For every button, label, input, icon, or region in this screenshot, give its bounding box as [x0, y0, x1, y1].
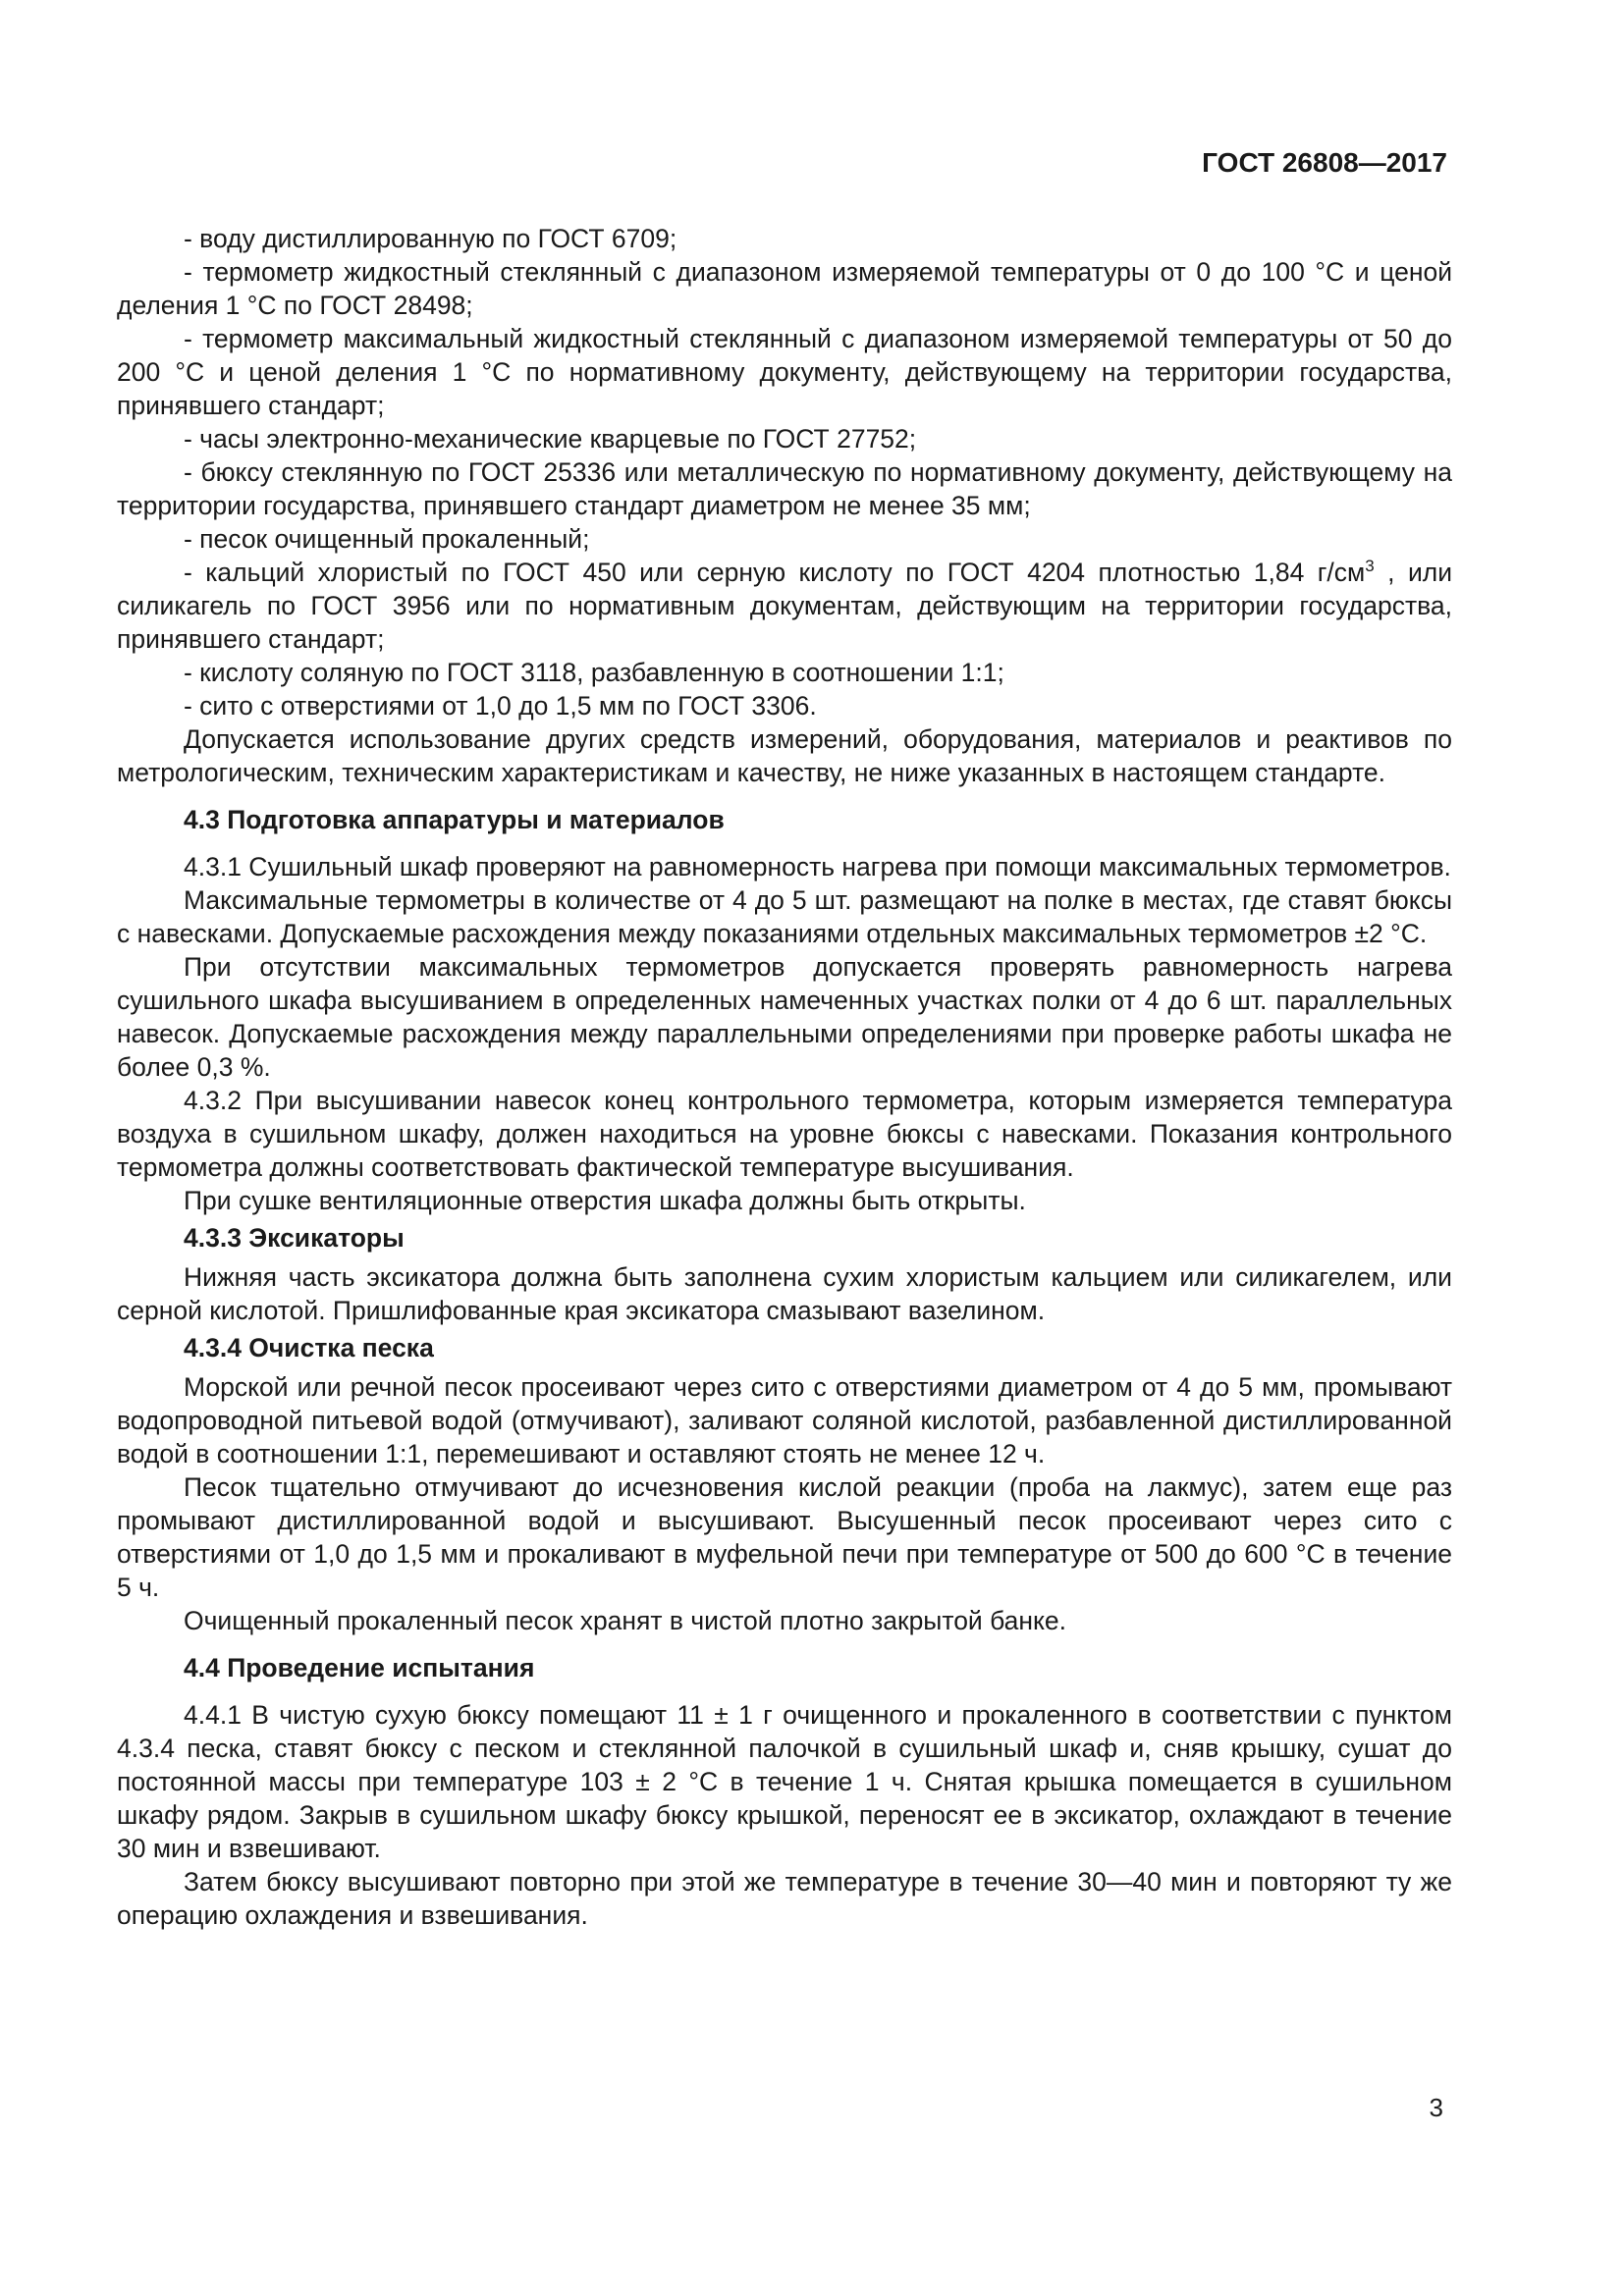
list-item-acid — [117, 556, 1452, 656]
paragraph: Песок тщательно отмучивают до исчезновения кислой реакции (проба на лакмус), затем еще раз промывают дистиллированной водой и высушивают. Высушенный песок просеивают через сито с отверстиями от 1,0 до 1,5 мм и прокаливают в муфельной печи при температуре от 500 до 600 °С в течение 5 ч. — [117, 1472, 1452, 1602]
section-heading-4-3-3: 4.3.3 Эксикаторы — [184, 1223, 405, 1253]
superscript: 3 — [1365, 557, 1375, 576]
list-item: - песок очищенный прокаленный; — [184, 524, 590, 554]
list-item: - бюксу стеклянную по ГОСТ 25336 или металлическую по нормативному документу, действующему на территории государства, принявшего стандарт диаметром не менее 35 мм; — [117, 457, 1452, 520]
acid-text-after: , или силикагель по ГОСТ 3956 или по нормативным документам, действующим на территории государства, принявшего стандарт; — [117, 558, 1453, 654]
list-item: - кислоту соляную по ГОСТ 3118, разбавленную в соотношении 1:1; — [184, 658, 1004, 687]
paragraph: При сушке вентиляционные отверстия шкафа должны быть открыты. — [184, 1186, 1026, 1215]
list-item: - термометр максимальный жидкостный стеклянный с диапазоном измеряемой температуры от 50 до 200 °С и ценой деления 1 °С по нормативному документу, действующему на территории государства, принявшего стандарт; — [117, 324, 1452, 420]
acid-text-before: - кальций хлористый по ГОСТ 450 или серную кислоту по ГОСТ 4204 плотностью 1,84 г/см — [184, 558, 1366, 587]
paragraph: 4.3.1 Сушильный шкаф проверяют на равномерность нагрева при помощи максимальных термометров. — [184, 852, 1451, 881]
paragraph: Морской или речной песок просеивают через сито с отверстиями диаметром от 4 до 5 мм, промывают водопроводной питьевой водой (отмучивают), заливают соляной кислотой, разбавленной дистиллированной водой в соотношении 1:1, перемешивают и оставляют стоять не менее 12 ч. — [117, 1372, 1452, 1468]
paragraph: При отсутствии максимальных термометров допускается проверять равномерность нагрева сушильного шкафа высушиванием в определенных намеченных участках полки от 4 до 6 шт. параллельных навесок. Допускаемые расхождения между параллельными определениями при проверке работы шкафа не более 0,3 %. — [117, 952, 1452, 1082]
paragraph: Нижняя часть эксикатора должна быть заполнена сухим хлористым кальцием или силикагелем, или серной кислотой. Пришлифованные края эксикатора смазывают вазелином. — [117, 1262, 1452, 1325]
list-item: - часы электронно-механические кварцевые по ГОСТ 27752; — [184, 424, 917, 454]
paragraph: 4.4.1 В чистую сухую бюксу помещают 11 ± 1 г очищенного и прокаленного в соответствии с пунктом 4.3.4 песка, ставят бюксу с песком и стеклянной палочкой в сушильный шкаф и, сняв крышку, сушат до постоянной массы при температуре 103 ± 2 °С в течение 1 ч. Снятая крышка помещается в сушильном шкафу рядом. Закрыв в сушильном шкафу бюксу крышкой, переносят ее в эксикатор, охлаждают в течение 30 мин и взвешивают. — [117, 1700, 1452, 1863]
paragraph: Очищенный прокаленный песок хранят в чистой плотно закрытой банке. — [184, 1606, 1067, 1635]
allowance-paragraph: Допускается использование других средств измерений, оборудования, материалов и реактивов по метрологическим, техническим характеристикам и качеству, не ниже указанных в настоящем стандарте. — [117, 724, 1452, 787]
section-heading-4-4: 4.4 Проведение испытания — [184, 1653, 535, 1682]
paragraph: Максимальные термометры в количестве от 4 до 5 шт. размещают на полке в местах, где ставят бюксы с навесками. Допускаемые расхождения между показаниями отдельных максимальных термометров ±2 °С. — [117, 885, 1452, 948]
list-item: - термометр жидкостный стеклянный с диапазоном измеряемой температуры от 0 до 100 °С и ценой деления 1 °С по ГОСТ 28498; — [117, 257, 1452, 320]
section-heading-4-3-4: 4.3.4 Очистка песка — [184, 1333, 434, 1362]
section-heading-4-3: 4.3 Подготовка аппаратуры и материалов — [184, 805, 725, 834]
paragraph: 4.3.2 При высушивании навесок конец контрольного термометра, которым измеряется температура воздуха в сушильном шкафу, должен находиться на уровне бюксы с навесками. Показания контрольного термометра должны соответствовать фактической температуре высушивания. — [117, 1086, 1452, 1182]
paragraph: Затем бюксу высушивают повторно при этой же температуре в течение 30—40 мин и повторяют ту же операцию охлаждения и взвешивания. — [117, 1867, 1452, 1930]
page-number: 3 — [1429, 2093, 1443, 2122]
document-code: ГОСТ 26808—2017 — [1202, 147, 1447, 178]
document-body — [117, 222, 1452, 1932]
list-item: - воду дистиллированную по ГОСТ 6709; — [184, 224, 677, 253]
list-item: - сито с отверстиями от 1,0 до 1,5 мм по ГОСТ 3306. — [184, 691, 817, 721]
